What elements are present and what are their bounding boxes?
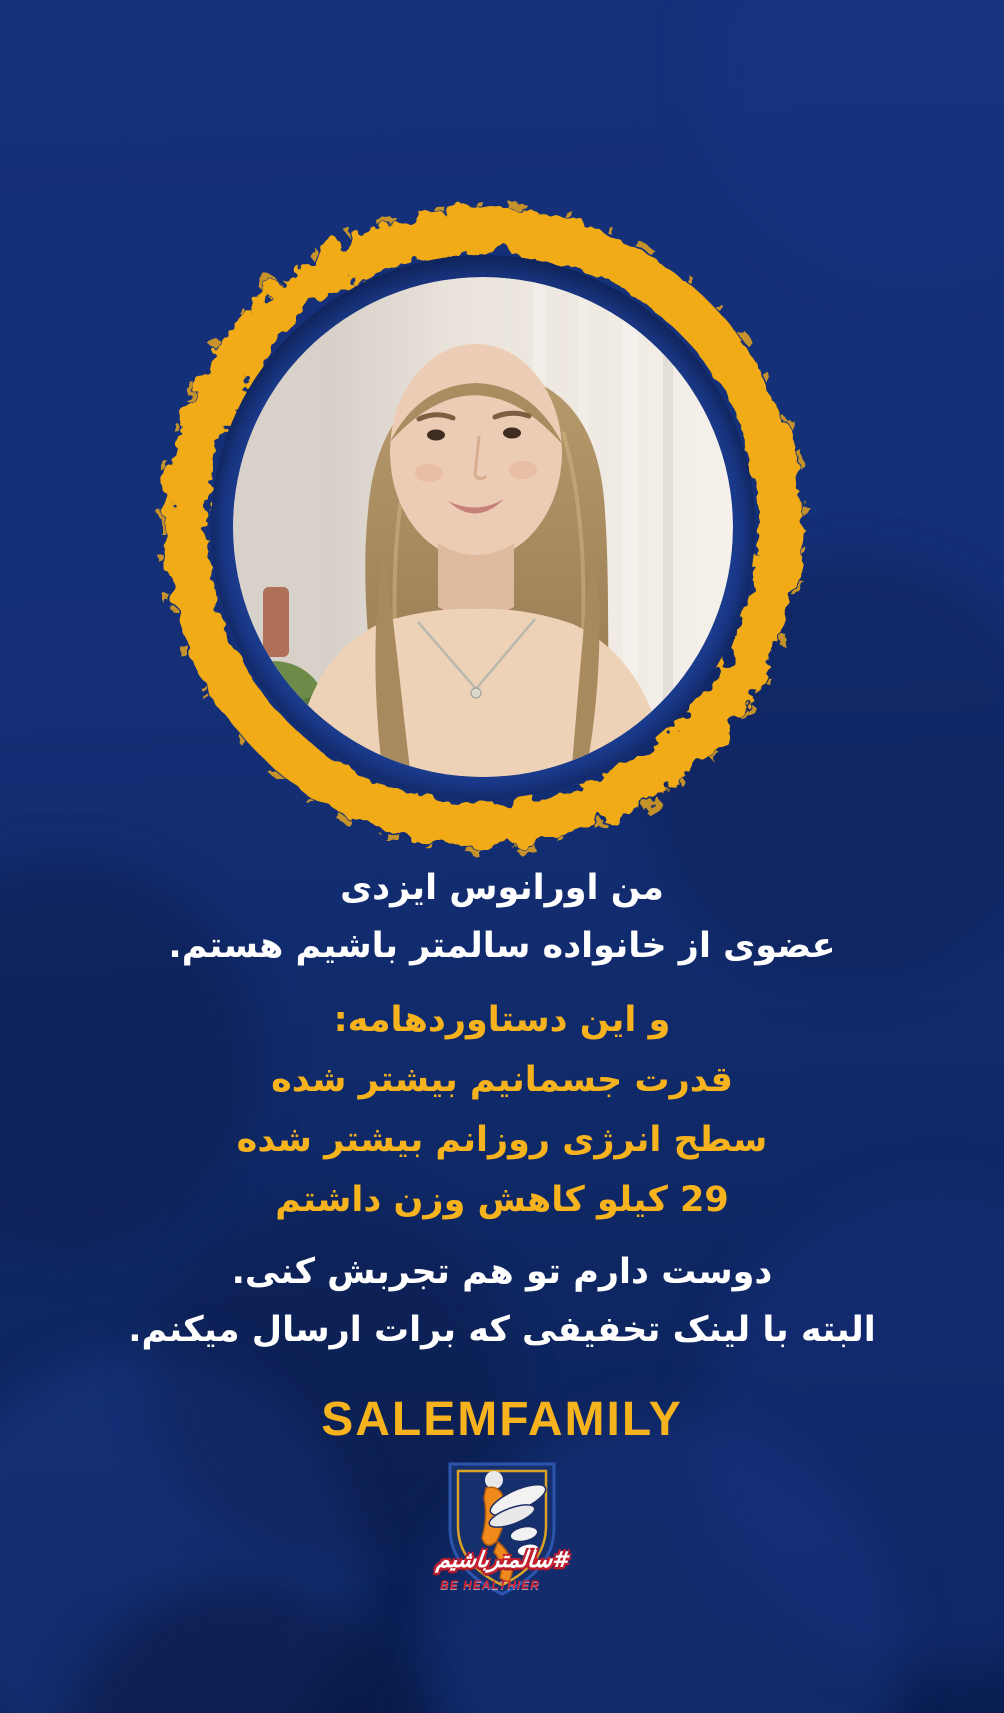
discount-line: البته با لینک تخفیفی که برات ارسال میکنم. (128, 1310, 876, 1350)
member-name-line: من اورانوس ایزدی (340, 868, 664, 908)
shield-icon (442, 1458, 562, 1598)
invite-line: دوست دارم تو هم تجربش کنی. (231, 1252, 773, 1292)
achievement-item-weight-loss: 29 کیلو کاهش وزن داشتم (275, 1180, 729, 1220)
achievements-title: و این دستاوردهامه: (333, 1000, 671, 1040)
logo-tagline-text: BE HEALTHIER (440, 1578, 540, 1592)
achievement-item-strength: قدرت جسمانیم بیشتر شده (271, 1060, 733, 1100)
photo-border (211, 255, 755, 799)
membership-line: عضوی از خانواده سالمتر باشیم هستم. (168, 926, 836, 966)
discount-code: SALEMFAMILY (321, 1393, 683, 1446)
logo-hashtag-text: #سالمترباشیم (435, 1548, 569, 1573)
portrait-frame (138, 182, 828, 872)
achievement-item-energy: سطح انرژی روزانم بیشتر شده (236, 1120, 768, 1160)
brand-logo (402, 1452, 602, 1622)
member-photo (233, 277, 733, 777)
